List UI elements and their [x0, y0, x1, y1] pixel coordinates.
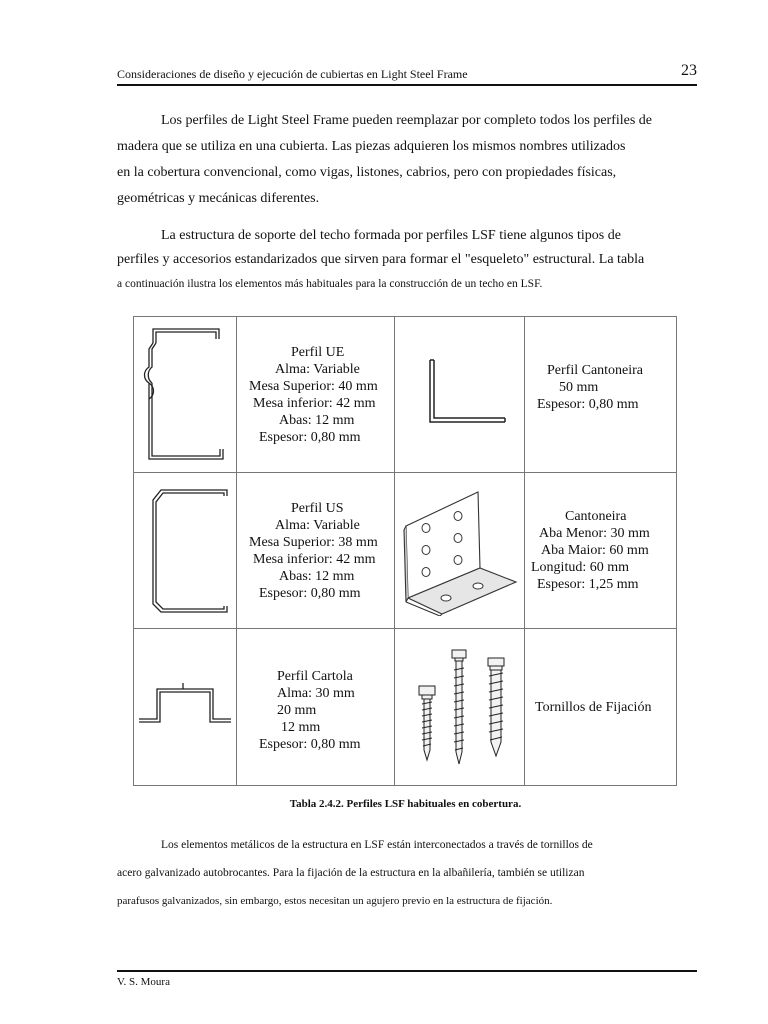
cell-line: 12 mm: [281, 719, 321, 735]
cell-line: Abas: 12 mm: [279, 568, 355, 584]
cell-line: Espesor: 0,80 mm: [259, 736, 361, 752]
cell-line: 20 mm: [277, 702, 317, 718]
page-header: [117, 64, 697, 86]
cell-line: Mesa inferior: 42 mm: [253, 551, 376, 567]
cell-line: Perfil UE: [291, 344, 345, 360]
cell-line: Alma: Variable: [275, 517, 360, 533]
cell-line: Abas: 12 mm: [279, 412, 355, 428]
table-cell: [525, 317, 677, 473]
footer-author: V. S. Moura: [117, 976, 170, 988]
cell-line: Tornillos de Fijación: [535, 699, 652, 715]
cell-line: Perfil Cartola: [277, 668, 353, 684]
paragraph-1: [117, 108, 707, 212]
table-cell: [395, 629, 525, 786]
cell-line: Alma: 30 mm: [277, 685, 355, 701]
perfil-ue-icon: [135, 325, 235, 465]
table-row: [134, 629, 677, 786]
text-line: a continuación ilustra los elementos más habituales para la construcción de un techo en LSF.: [117, 278, 543, 290]
table-row: [134, 317, 677, 473]
cell-line: Longitud: 60 mm: [531, 560, 629, 575]
text-line: La estructura de soporte del techo formada por perfiles LSF tiene algunos tipos de: [161, 228, 621, 243]
text-line: parafusos galvanizados, sin embargo, estos necesitan un agujero previo en la estructura de fijación.: [117, 895, 553, 907]
screws-icon: [405, 646, 515, 768]
cell-line: Aba Menor: 30 mm: [539, 526, 650, 541]
text-line: Los elementos metálicos de la estructura en LSF están interconectados a través de tornillos de: [161, 839, 593, 851]
cell-line: Espesor: 0,80 mm: [259, 585, 361, 601]
table-cell: [237, 317, 395, 473]
table-cell: [525, 473, 677, 629]
paragraph-3: [117, 831, 707, 915]
text-line: perfiles y accesorios estandarizados que sirven para formar el "esqueleto" estructural. La tabla: [117, 252, 645, 267]
table-cell: [134, 473, 237, 629]
angle-bracket-icon: [396, 486, 524, 616]
cell-line: Alma: Variable: [275, 361, 360, 377]
running-title: Consideraciones de diseño y ejecución de cubiertas en Light Steel Frame: [117, 67, 468, 81]
table-row: [134, 473, 677, 629]
cell-line: Espesor: 0,80 mm: [537, 397, 639, 412]
table-cell: [525, 629, 677, 786]
cell-line: Cantoneira: [565, 509, 627, 524]
cell-line: Perfil Cantoneira: [547, 363, 644, 378]
cell-line: Mesa inferior: 42 mm: [253, 395, 376, 411]
cell-line: Perfil US: [291, 500, 344, 516]
paragraph-2: [117, 224, 707, 296]
footer-divider: [117, 970, 697, 972]
perfil-us-icon: [135, 486, 235, 616]
table-cell: [395, 317, 525, 473]
table-cell: [134, 317, 237, 473]
cell-line: 50 mm: [559, 380, 599, 395]
cell-line: Espesor: 0,80 mm: [259, 429, 361, 445]
table-cell: [395, 473, 525, 629]
angle-profile-icon: [410, 350, 510, 440]
cell-line: Espesor: 1,25 mm: [537, 577, 639, 592]
table-cell: [237, 473, 395, 629]
table-cell: [134, 629, 237, 786]
hat-profile-icon: [135, 677, 235, 737]
profiles-table: [133, 316, 677, 786]
text-line: en la cobertura convencional, como vigas, listones, cabrios, pero con propiedades físicas,: [117, 165, 617, 180]
page-number: 23: [681, 62, 697, 79]
table-caption: Tabla 2.4.2. Perfiles LSF habituales en cobertura.: [289, 798, 522, 810]
text-line: Los perfiles de Light Steel Frame pueden reemplazar por completo todos los perfiles de: [161, 113, 653, 128]
table-cell: [237, 629, 395, 786]
text-line: geométricas y mecánicas diferentes.: [117, 191, 320, 206]
cell-line: Aba Maior: 60 mm: [541, 543, 649, 558]
cell-line: Mesa Superior: 40 mm: [249, 378, 378, 394]
text-line: acero galvanizado autobrocantes. Para la fijación de la estructura en la albañilería, también se utilizan: [117, 867, 585, 879]
text-line: madera que se utiliza en una cubierta. Las piezas adquieren los mismos nombres utilizados: [117, 139, 626, 154]
cell-line: Mesa Superior: 38 mm: [249, 534, 378, 550]
